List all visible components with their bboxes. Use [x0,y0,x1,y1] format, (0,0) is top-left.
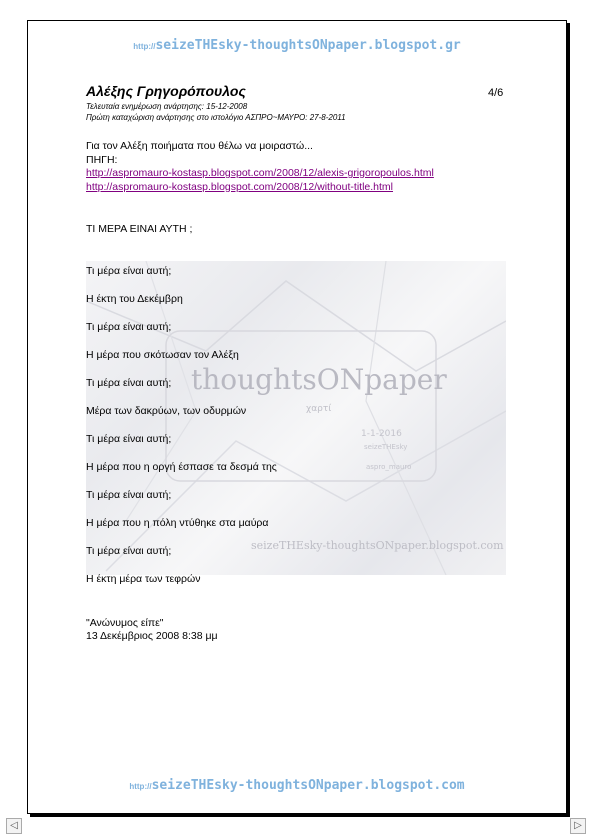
watermark-sig2: aspro_mauro [366,463,412,471]
poem-line: Η μέρα που η οργή έσπασε τα δεσμά της [86,461,277,473]
blog-banner-top[interactable] [28,34,566,53]
watermark-url: seizeTHEsky-thoughtsONpaper.blogspot.com [251,539,504,552]
source-label: ΠΗΓΗ: [86,153,118,166]
document-page [27,20,567,814]
watermark-sig1: seizeTHEsky [364,443,408,451]
blog-banner-bottom[interactable] [28,774,566,793]
poem-line: Τι μέρα είναι αυτή; [86,433,172,445]
poem-line: Η έκτη μέρα των τεφρών [86,573,201,585]
source-link-2[interactable]: http://aspromauro-kostasp.blogspot.com/2008/12/without-title.html [86,180,393,193]
poem-title: ΤΙ ΜΕΡΑ ΕΙΝΑΙ ΑΥΤΗ ; [86,223,193,235]
poem-line: Μέρα των δακρύων, των οδυρμών [86,405,247,417]
poem-line: Τι μέρα είναι αυτή; [86,265,172,277]
banner-prefix: http:// [129,782,152,791]
comment-author: "Ανώνυμος είπε" [86,617,164,629]
poem-line: Η μέρα που η πόλη ντύθηκε στα μαύρα [86,517,269,529]
next-page-arrow[interactable]: ▷ [570,818,586,834]
banner-url: seizeTHEsky-thoughtsONpaper.blogspot.com [151,778,465,793]
poem-line: Η μέρα που σκότωσαν τον Αλέξη [86,349,239,361]
previous-page-arrow[interactable]: ◁ [6,818,22,834]
poem-line: Τι μέρα είναι αυτή; [86,545,172,557]
poem-line: Τι μέρα είναι αυτή; [86,377,172,389]
comment-date: 13 Δεκέμβριος 2008 8:38 μμ [86,630,218,642]
post-title: Αλέξης Γρηγορόπουλος [86,83,246,99]
page-number: 4/6 [488,87,504,99]
first-post-date: Πρώτη καταχώριση ανάρτησης στο ιστολόγιο ΑΣΠΡΟ~ΜΑΥΡΟ: 27-8-2011 [86,113,346,122]
banner-prefix: http:// [133,42,156,51]
intro-text: Για τον Αλέξη ποιήματα που θέλω να μοιραστώ... [86,140,313,152]
poem-line: Τι μέρα είναι αυτή; [86,321,172,333]
updated-date: Τελευταία ενημέρωση ανάρτησης: 15-12-2008 [86,102,248,111]
poem-line: Η έκτη του Δεκέμβρη [86,293,183,305]
intro-block [86,140,434,194]
banner-url: seizeTHEsky-thoughtsONpaper.blogspot.gr [155,38,461,53]
watermark-logo: thoughtsONpaper [191,363,447,396]
comment-block [86,617,218,643]
watermark-sub: χαρτί [306,404,332,414]
watermark-date: 1-1-2016 [361,429,402,439]
source-link-1[interactable]: http://aspromauro-kostasp.blogspot.com/2008/12/alexis-grigoropoulos.html [86,167,434,179]
poem-line: Τι μέρα είναι αυτή; [86,489,172,501]
